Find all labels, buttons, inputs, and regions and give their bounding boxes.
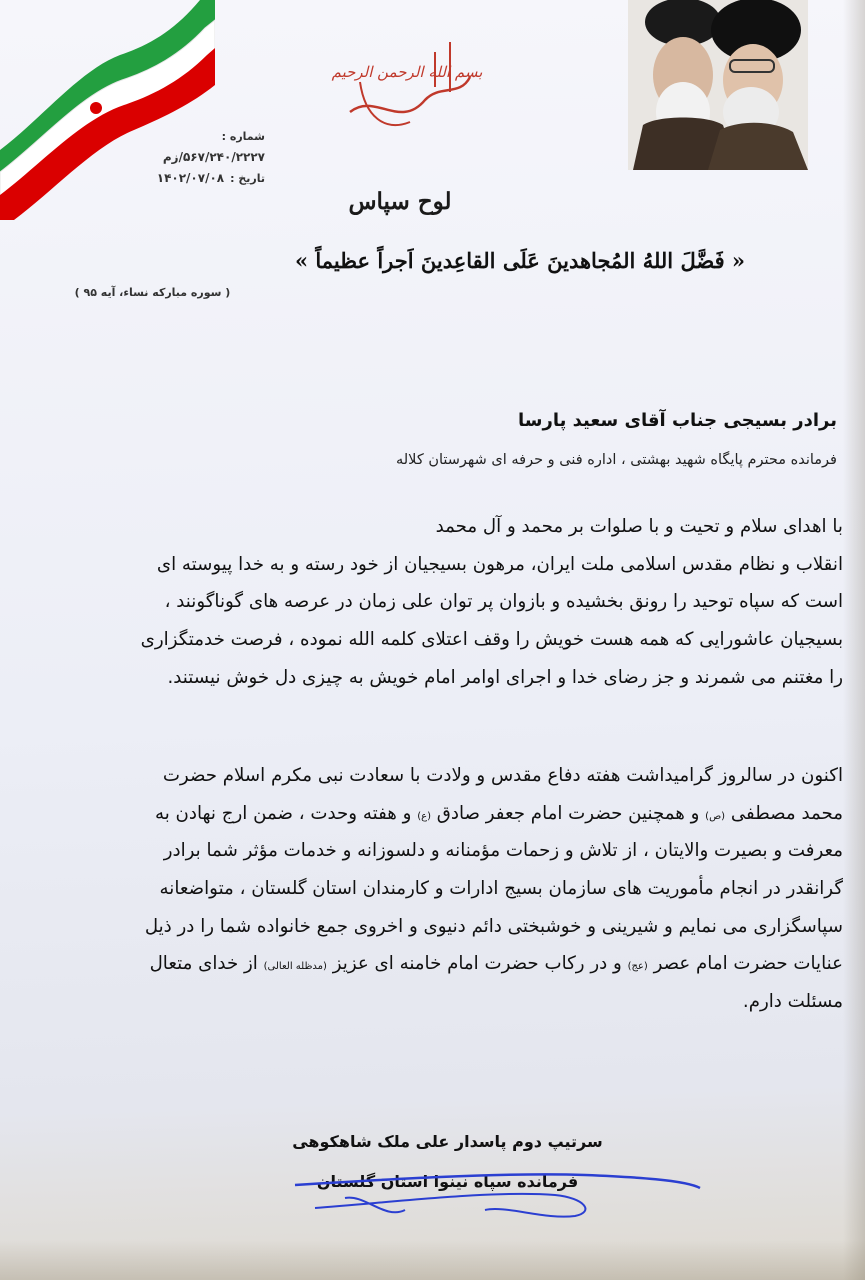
honorific-ayn: (ع) [417,810,431,822]
honorific-modazzeleh: (مدظله العالی) [263,961,327,973]
recipient-name: برادر بسیجی جناب آقای سعید پارسا [518,410,837,431]
body-text: محمد مصطفی [730,802,843,824]
body-line: معرفت و بصیرت والایتان ، از تلاش و زحمات مؤمنانه و دلسوزانه و خدمات مؤثر شما برادر [163,840,843,862]
paper-shadow-bottom [0,1240,865,1280]
body-text: و در رکاب حضرت امام خامنه ای عزیز [332,953,622,975]
quran-verse: « فَضَّلَ اللهُ المُجاهدینَ عَلَی القاعِدینَ اَجراً عظیماً » [294,248,746,273]
body-line: است که سپاه توحید را رونق بخشیده و بازوان پر توان علی زمان در عرصه های گوناگونند ، [164,591,843,613]
body-line [18,795,843,833]
body-text: عنایات حضرت امام عصر [653,953,843,975]
body-line: بسیجیان عاشورایی که همه هست خویش را وقف اعتلای کلمه الله نموده ، فرصت خدمتگزاری [140,629,843,651]
body-line [18,945,843,983]
date-label: تاریخ : [230,172,265,185]
letter-date: ۱۴۰۲/۰۷/۰۸ [156,171,225,185]
body-line: مسئلت دارم. [742,991,843,1013]
body-paragraph-1 [18,508,843,696]
body-line: سپاسگزاری می نمایم و شیرینی و خوشبختی دائم دنیوی و اخروی جمع خانواده شما را در ذیل [144,915,843,937]
leaders-portrait-image [628,0,808,170]
recipient-position: فرمانده محترم پایگاه شهید بهشتی ، اداره فنی و حرفه ای شهرستان کلاله [395,452,837,468]
honorific-ajj: (عج) [627,961,648,973]
signatory-name: سرتیپ دوم پاسدار علی ملک شاهکوهی [292,1132,603,1151]
body-text: و همچنین حضرت امام جعفر صادق [436,802,700,824]
letter-number: ۵۶۷/۲۴۰/۲۲۲۷/زم [162,150,265,164]
verse-reference: ( سوره مبارکه نساء، آیه ۹۵ ) [74,286,231,299]
signatory-role: فرمانده سپاه نینوا استان گلستان [316,1172,579,1191]
body-line: گرانقدر در انجام مأموریت های سازمان بسیج ادارات و کارمندان استان گلستان ، متواضعانه [159,878,843,900]
body-text: و هفته وحدت ، ضمن ارج نهادن به [154,802,412,824]
body-line: اکنون در سالروز گرامیداشت هفته دفاع مقدس و ولادت با سعادت نبی مکرم اسلام حضرت [162,765,843,786]
honorific-sad: (ص) [705,810,726,822]
body-paragraph-2 [18,757,843,1021]
bismillah-calligraphy [330,22,485,142]
body-line: را مغتنم می شمرند و جز رضای خدا و اجرای اوامر امام خویش به چیزی دل خوش نیستند. [167,666,843,688]
letter-metadata [125,126,265,189]
body-line: با اهدای سلام و تحیت و با صلوات بر محمد و آل محمد [435,516,843,537]
number-label: شماره : [221,130,265,143]
document-title: لوح سپاس [348,188,452,215]
bismillah-text: بسم الله الرحمن الرحیم [331,63,483,81]
body-text: از خدای متعال [149,953,258,975]
paper-shadow-right [843,0,865,1280]
handwritten-signature [255,1150,705,1240]
body-line: انقلاب و نظام مقدس اسلامی ملت ایران، مرهون بسیجیان از خود رسته و به خدا پیوسته ای [156,553,843,575]
